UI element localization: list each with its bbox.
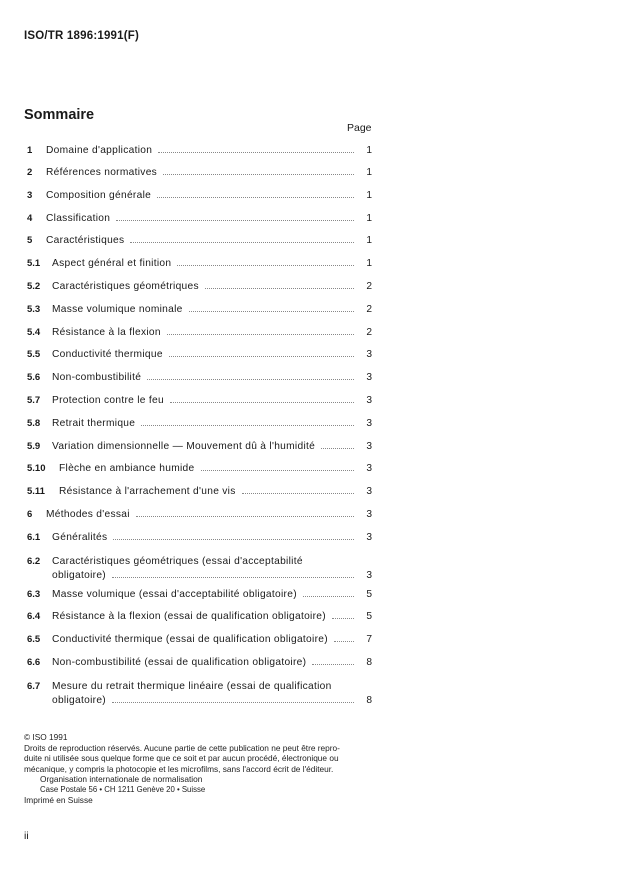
toc-entry-title: Caractéristiques géométriques [52, 281, 199, 292]
toc-entry-number: 6.5 [27, 634, 41, 645]
toc-entry-page: 3 [366, 486, 372, 497]
toc-entry-page: 1 [366, 235, 372, 246]
toc-entry-title: Non-combustibilité (essai de qualification obligatoire) [52, 657, 307, 668]
dot-leader [169, 356, 354, 357]
toc-entry-title: Variation dimensionnelle — Mouvement dû à l'humidité [52, 441, 316, 452]
dot-leader [116, 220, 354, 221]
page-column-label: Page [347, 122, 372, 134]
toc-entry-number: 5.3 [27, 304, 41, 315]
toc-entry-title: Caractéristiques [46, 235, 125, 246]
dot-leader [113, 539, 354, 540]
toc-entry-number: 6 [27, 509, 33, 520]
organization-name: Organisation internationale de normalisation [40, 774, 203, 784]
dot-leader [177, 265, 354, 266]
toc-entry-page: 2 [366, 327, 372, 338]
toc-entry-page: 8 [366, 657, 372, 668]
toc-entry-number: 5.4 [27, 327, 41, 338]
toc-entry-title: Retrait thermique [52, 418, 136, 429]
page-number: ii [24, 830, 29, 842]
toc-entry-page: 5 [366, 611, 372, 622]
dot-leader [201, 470, 355, 471]
toc-entry-title: Conductivité thermique (essai de qualification obligatoire) [52, 634, 328, 645]
toc-entry-title: Domaine d'application [46, 145, 153, 156]
toc-entry-page: 1 [366, 145, 372, 156]
toc-entry-title: Mesure du retrait thermique linéaire (essai de qualification [52, 681, 332, 692]
printed-in: Imprimé en Suisse [24, 795, 93, 805]
page-title: Sommaire [24, 107, 95, 123]
rights-text-line-2: duite ni utilisée sous quelque forme que ce soit et par aucun procédé, électronique ou [24, 753, 339, 763]
toc-entry-number: 6.7 [27, 681, 41, 692]
toc-entry-page: 3 [366, 463, 372, 474]
dot-leader [242, 493, 354, 494]
toc-entry-title: Masse volumique nominale [52, 304, 183, 315]
dot-leader [332, 618, 354, 619]
dot-leader [157, 197, 354, 198]
toc-entry-title: Classification [46, 213, 111, 224]
toc-entry-number: 5.1 [27, 258, 41, 269]
toc-entry-page: 7 [366, 634, 372, 645]
toc-entry-number: 6.1 [27, 532, 41, 543]
dot-leader [112, 577, 354, 578]
toc-entry-number: 1 [27, 145, 33, 156]
toc-entry-page: 3 [366, 532, 372, 543]
copyright-notice [24, 732, 340, 806]
toc-entry-title: Résistance à la flexion (essai de qualification obligatoire) [52, 611, 326, 622]
copyright-line: © ISO 1991 [24, 732, 68, 742]
toc-entry-title: Généralités [52, 532, 108, 543]
toc-entry-number: 5.2 [27, 281, 41, 292]
toc-entry-title: obligatoire) [52, 695, 107, 706]
toc-entry-number: 5.5 [27, 349, 41, 360]
dot-leader [141, 425, 354, 426]
toc-entry-page: 1 [366, 258, 372, 269]
dot-leader [170, 402, 354, 403]
toc-entry-title: Aspect général et finition [52, 258, 172, 269]
organization-address: Case Postale 56 • CH 1211 Genève 20 • Suisse [40, 784, 206, 794]
toc-entry-title: Masse volumique (essai d'acceptabilité obligatoire) [52, 589, 297, 600]
toc-entry-number: 6.6 [27, 657, 41, 668]
dot-leader [130, 242, 354, 243]
toc-entry-page: 5 [366, 589, 372, 600]
toc-entry-title: Résistance à l'arrachement d'une vis [59, 486, 236, 497]
rights-text-line-3: mécanique, y compris la photocopie et les microfilms, sans l'accord écrit de l'éditeur. [24, 763, 334, 774]
toc-entry-page: 3 [366, 441, 372, 452]
dot-leader [205, 288, 354, 289]
toc-entry-number: 5.10 [27, 463, 46, 474]
dot-leader [167, 334, 354, 335]
dot-leader [312, 664, 354, 665]
toc-entry-number: 5.11 [27, 486, 45, 497]
dot-leader [303, 596, 354, 597]
dot-leader [147, 379, 354, 380]
toc-entry-number: 5.8 [27, 418, 41, 429]
toc-entry-number: 5.9 [27, 441, 41, 452]
toc-entry-page: 2 [366, 281, 372, 292]
toc-entry-page: 3 [366, 509, 372, 520]
toc-entry-title: Flèche en ambiance humide [59, 463, 195, 474]
dot-leader [189, 311, 354, 312]
toc-entry-title: Résistance à la flexion [52, 327, 161, 338]
toc-entry-number: 5 [27, 235, 33, 246]
toc-entry-number: 6.4 [27, 611, 41, 622]
toc-entry-title: Non-combustibilité [52, 372, 142, 383]
toc-entry-number: 2 [27, 167, 33, 178]
toc-entry-page: 8 [366, 695, 372, 706]
toc-entry-page: 3 [366, 395, 372, 406]
toc-entry-number: 5.6 [27, 372, 41, 383]
toc-entry-number: 6.3 [27, 589, 41, 600]
dot-leader [136, 516, 354, 517]
toc-entry-title: Caractéristiques géométriques (essai d'acceptabilité [52, 556, 303, 567]
toc-entry-page: 3 [366, 372, 372, 383]
toc-entry-page: 1 [366, 213, 372, 224]
toc-entry-page: 3 [366, 349, 372, 360]
dot-leader [158, 152, 354, 153]
toc-entry-number: 4 [27, 213, 33, 224]
toc-entry-page: 1 [366, 190, 372, 201]
dot-leader [112, 702, 354, 703]
toc-entry-page: 3 [366, 418, 372, 429]
toc-entry-number: 5.7 [27, 395, 41, 406]
toc-entry-page: 1 [366, 167, 372, 178]
toc-entry-title: Composition générale [46, 190, 152, 201]
document-header: ISO/TR 1896:1991(F) [24, 30, 140, 42]
dot-leader [334, 641, 354, 642]
toc-entry-title: Protection contre le feu [52, 395, 164, 406]
toc-entry-title: Conductivité thermique [52, 349, 163, 360]
toc-entry-number: 3 [27, 190, 33, 201]
toc-entry-number: 6.2 [27, 556, 41, 567]
toc-entry-title: Méthodes d'essai [46, 509, 130, 520]
dot-leader [163, 174, 354, 175]
rights-text-line-1: Droits de reproduction réservés. Aucune partie de cette publication ne peut être repro- [24, 742, 340, 753]
dot-leader [321, 448, 354, 449]
toc-entry-page: 3 [366, 570, 372, 581]
toc-entry-title: Références normatives [46, 167, 158, 178]
toc-entry-page: 2 [366, 304, 372, 315]
toc-entry-title: obligatoire) [52, 570, 107, 581]
